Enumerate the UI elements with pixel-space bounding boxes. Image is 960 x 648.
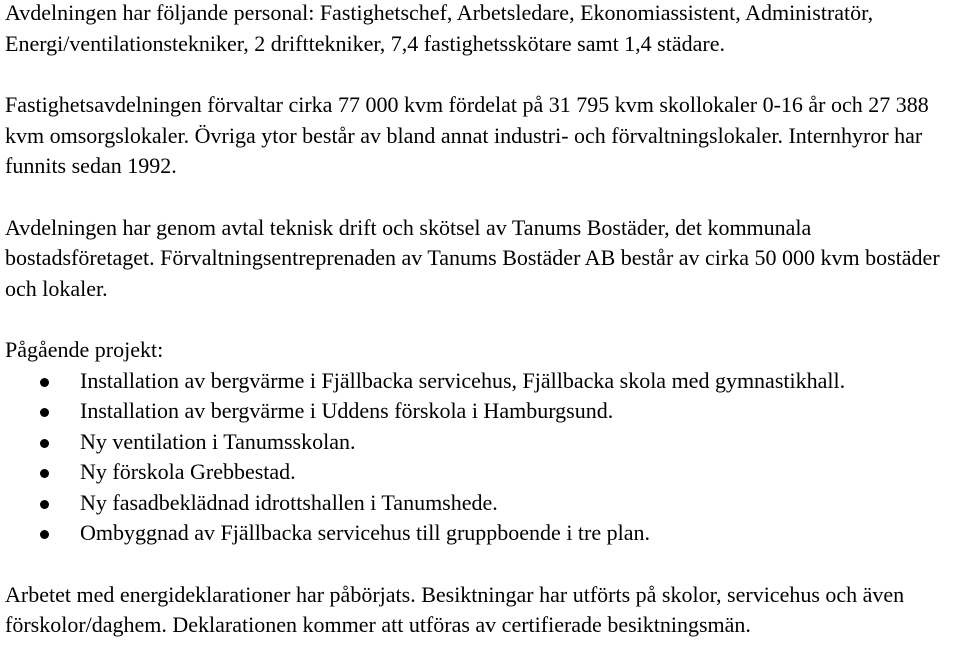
projects-list — [5, 366, 957, 549]
staff-paragraph: Avdelningen har följande personal: Fastighetschef, Arbetsledare, Ekonomiassistent, Administratör, Energi/ventilationstekniker, 2 drifttekniker, 7,4 fastighetsskötare samt 1,4 städare. — [5, 0, 874, 56]
project-text: Ny fasadbeklädnad idrottshallen i Tanumshede. — [80, 489, 498, 515]
paragraph-spacer — [5, 304, 957, 335]
document-body — [5, 0, 957, 641]
list-item — [5, 518, 957, 549]
paragraph-spacer — [5, 59, 957, 90]
project-text: Installation av bergvärme i Uddens förskola i Hamburgsund. — [80, 398, 614, 423]
bullet-icon — [40, 500, 49, 509]
list-item — [5, 457, 957, 488]
bullet-icon — [40, 439, 49, 448]
housing-paragraph: Avdelningen har genom avtal teknisk drift och skötsel av Tanums Bostäder, det kommunala bostadsföretaget. Förvaltningsentreprenaden av Tanums Bostäder AB består av cirka 50 000 kvm bostäder och lokaler. — [5, 214, 940, 301]
closing-paragraph: Arbetet med energideklarationer har påbörjats. Besiktningar har utförts på skolor, servicehus och även förskolor/daghem. Deklarationen kommer att utföras av certifierade besiktningsmän. — [5, 581, 905, 637]
paragraph-spacer — [5, 182, 957, 213]
list-item — [5, 488, 957, 519]
project-text: Ny förskola Grebbestad. — [80, 459, 296, 484]
bullet-icon — [40, 408, 49, 417]
property-paragraph: Fastighetsavdelningen förvaltar cirka 77 000 kvm fördelat på 31 795 kvm skollokaler 0-16 år och 27 388 kvm omsorgslokaler. Övriga ytor består av bland annat industri- och förvaltningslokaler. Internhyror har funnits sedan 1992. — [5, 92, 929, 178]
list-item — [5, 427, 957, 458]
project-text: Ny ventilation i Tanumsskolan. — [80, 428, 356, 454]
project-text: Ombyggnad av Fjällbacka servicehus till gruppboende i tre plan. — [80, 520, 651, 545]
bullet-icon — [40, 530, 49, 539]
list-item — [5, 396, 957, 427]
project-text: Installation av bergvärme i Fjällbacka servicehus, Fjällbacka skola med gymnastikhall. — [80, 367, 846, 393]
bullet-icon — [40, 469, 49, 478]
projects-heading: Pågående projekt: — [5, 337, 164, 362]
paragraph-spacer — [5, 549, 957, 580]
list-item — [5, 366, 957, 397]
bullet-icon — [40, 378, 49, 387]
